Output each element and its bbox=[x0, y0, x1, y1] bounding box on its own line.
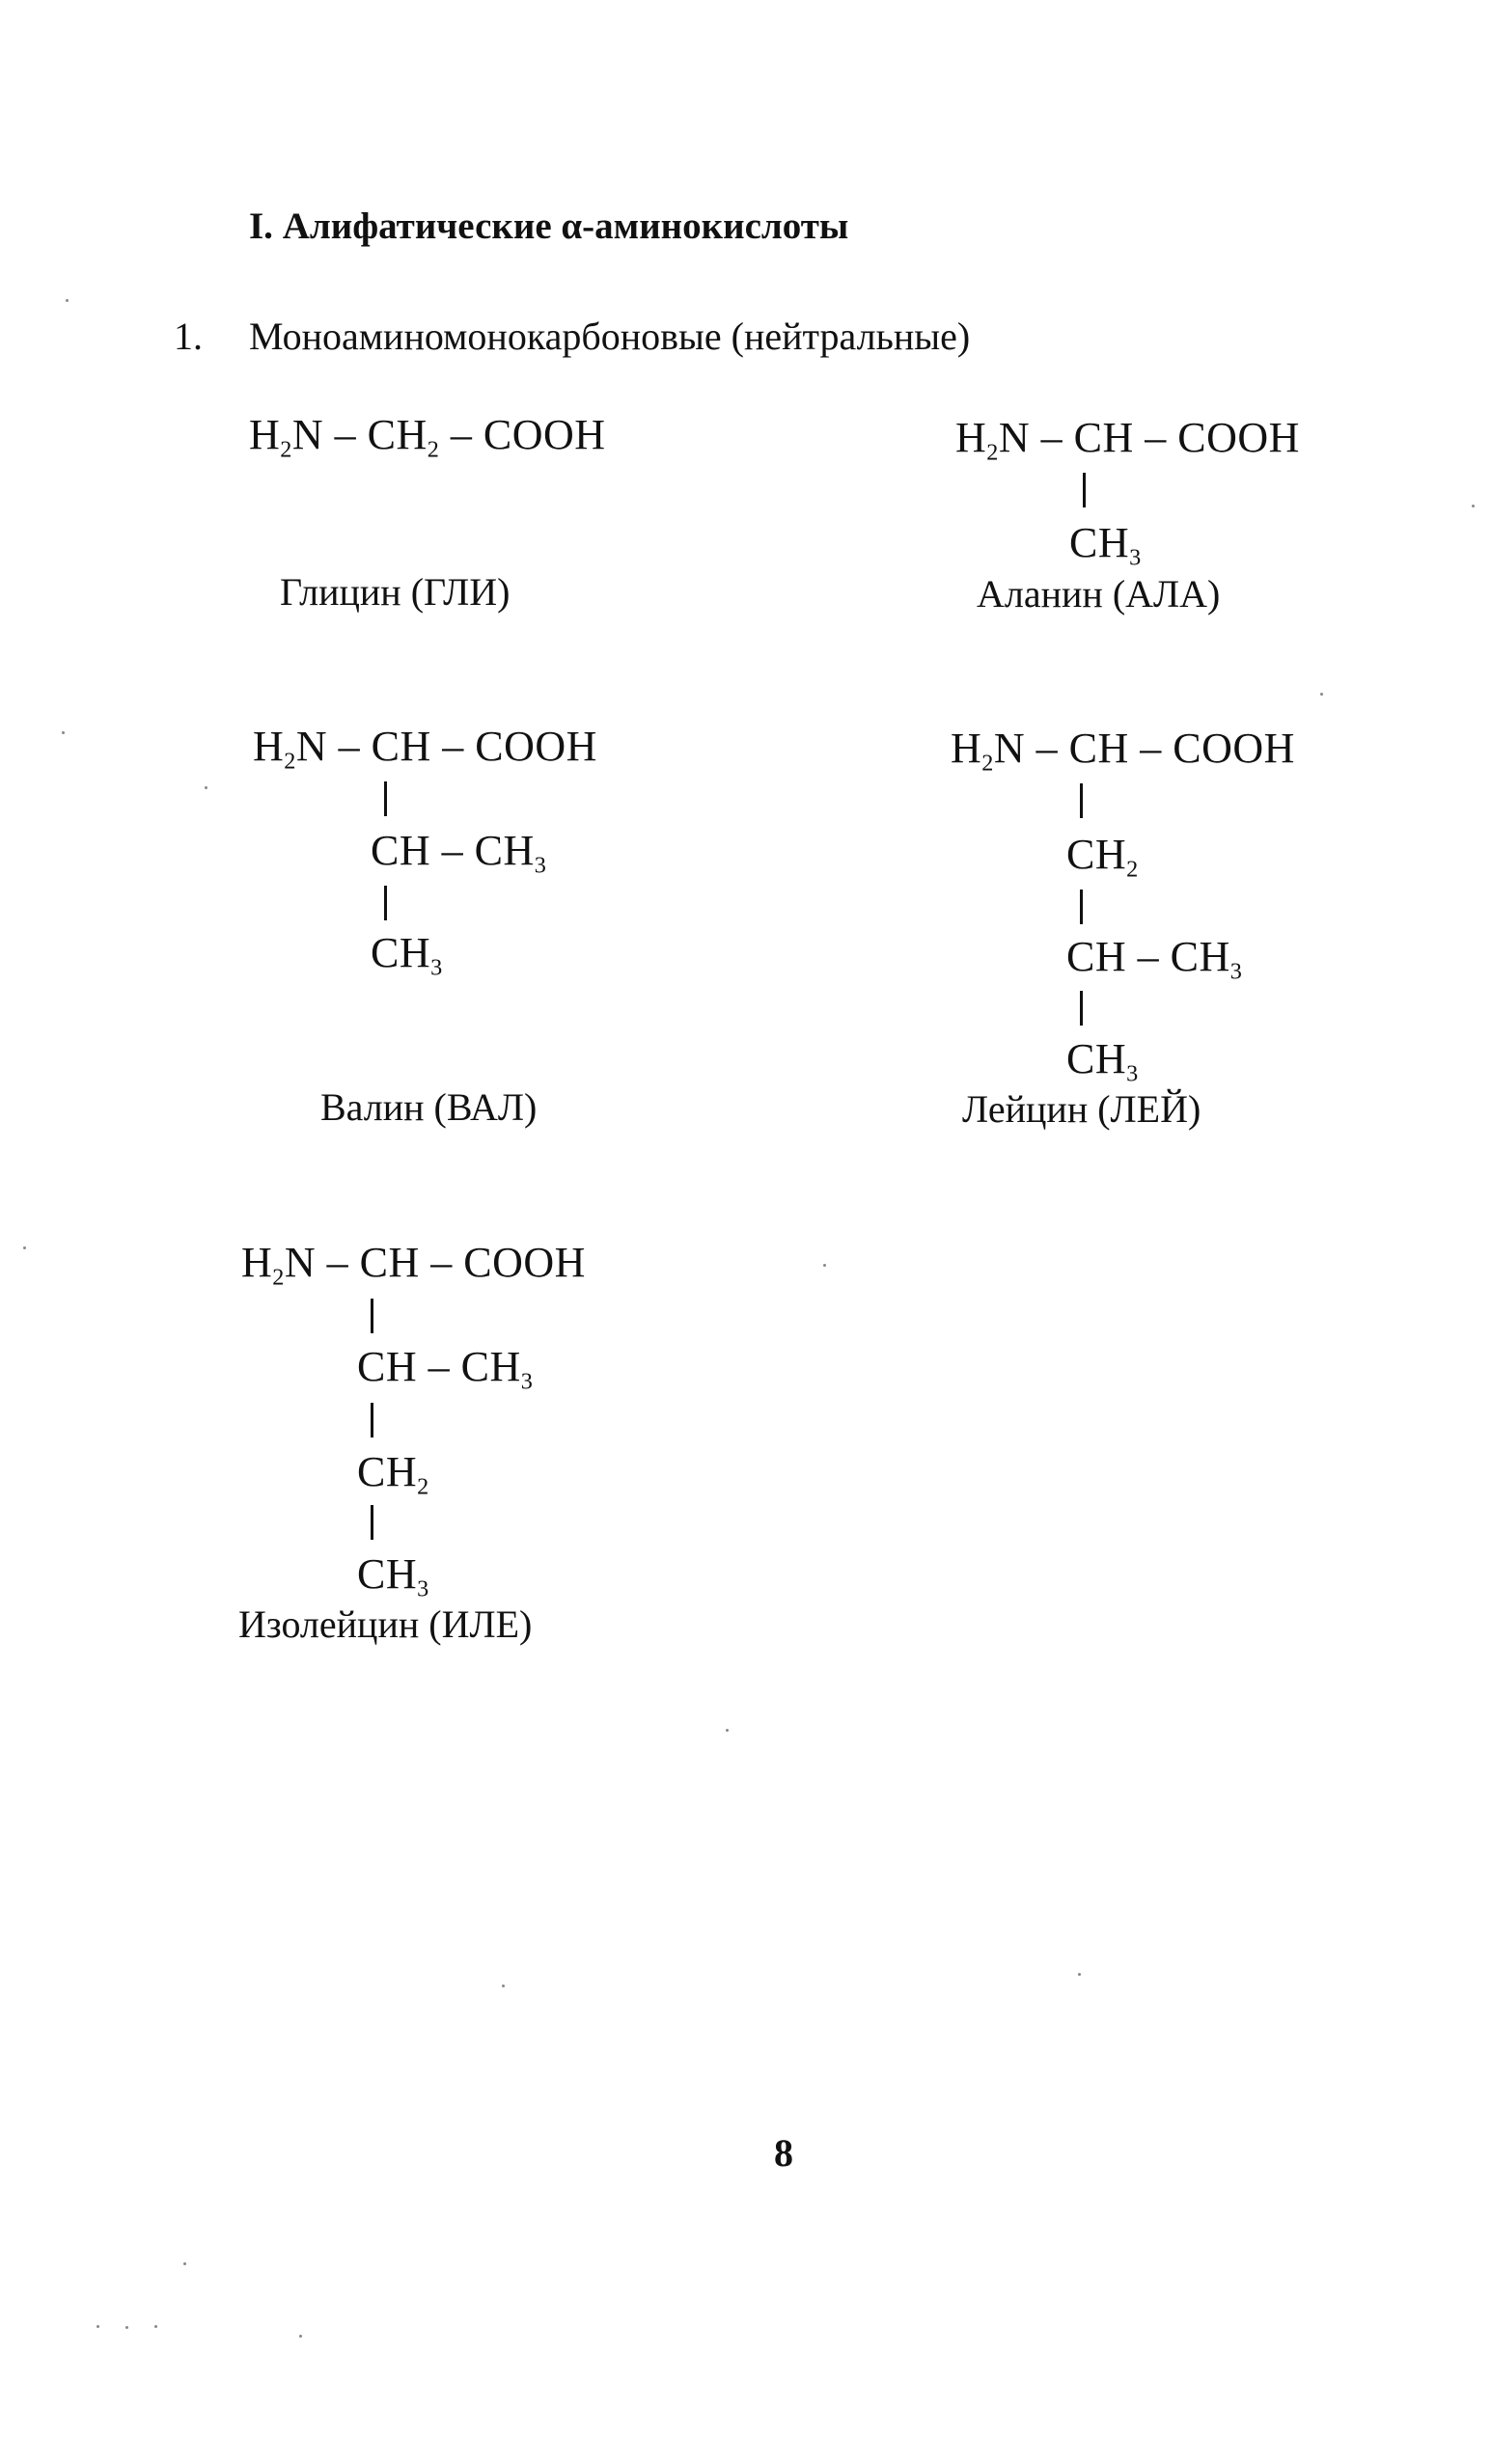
isoleucine-bond-3 bbox=[371, 1505, 373, 1540]
page-number: 8 bbox=[774, 2131, 793, 2175]
alanine-name: Аланин (АЛА) bbox=[977, 572, 1221, 616]
section-number: I. bbox=[249, 205, 273, 247]
leucine-side-1: $CH_2$ bbox=[1066, 831, 1139, 883]
isoleucine-side-2: $CH_2$ bbox=[357, 1448, 429, 1500]
scan-speck bbox=[66, 299, 69, 302]
leucine-bond-1 bbox=[1080, 783, 1083, 818]
valine-formula: $H_2N$ – CH – COOH bbox=[253, 723, 597, 775]
group-title: Моноаминомонокарбоновые (нейтральные) bbox=[249, 315, 971, 358]
scan-speck bbox=[125, 2326, 128, 2329]
group-number: 1. bbox=[174, 315, 203, 358]
scan-speck bbox=[1320, 693, 1323, 696]
valine-bond-1 bbox=[384, 781, 387, 816]
isoleucine-side-3: $CH_3$ bbox=[357, 1550, 429, 1602]
scan-speck bbox=[154, 2325, 157, 2328]
isoleucine-side-1: CH – $CH_3$ bbox=[357, 1343, 534, 1395]
valine-bond-2 bbox=[384, 886, 387, 920]
isoleucine-name: Изолейцин (ИЛЕ) bbox=[238, 1602, 533, 1646]
isoleucine-formula: $H_2N$ – CH – COOH bbox=[241, 1239, 586, 1291]
alanine-bond-1 bbox=[1083, 473, 1086, 507]
alanine-formula: $H_2N$ – CH – COOH bbox=[955, 414, 1300, 466]
scan-speck bbox=[299, 2335, 302, 2338]
scan-speck bbox=[205, 786, 207, 789]
scan-speck bbox=[1472, 505, 1475, 507]
scan-speck bbox=[183, 2262, 186, 2265]
isoleucine-bond-2 bbox=[371, 1403, 373, 1437]
glycine-name: Глицин (ГЛИ) bbox=[280, 570, 511, 614]
scan-speck bbox=[726, 1729, 729, 1732]
scan-speck bbox=[62, 731, 65, 734]
leucine-formula: $H_2N$ – CH – COOH bbox=[951, 725, 1295, 777]
glycine-formula: $H_2N - CH_2$ – COOH bbox=[249, 411, 606, 463]
valine-side-2: $CH_3$ bbox=[371, 929, 443, 981]
scan-speck bbox=[502, 1985, 505, 1987]
scan-speck bbox=[823, 1264, 826, 1267]
leucine-bond-3 bbox=[1080, 991, 1083, 1026]
leucine-bond-2 bbox=[1080, 890, 1083, 924]
scan-speck bbox=[97, 2325, 99, 2328]
isoleucine-bond-1 bbox=[371, 1299, 373, 1333]
leucine-name: Лейцин (ЛЕЙ) bbox=[962, 1087, 1201, 1131]
scan-speck bbox=[23, 1246, 26, 1249]
alanine-side-1: $CH_3$ bbox=[1069, 519, 1142, 571]
leucine-side-3: $CH_3$ bbox=[1066, 1035, 1139, 1087]
leucine-side-2: CH – $CH_3$ bbox=[1066, 933, 1243, 985]
scan-speck bbox=[1078, 1973, 1081, 1976]
valine-side-1: CH – $CH_3$ bbox=[371, 827, 547, 879]
section-title: Алифатические α-аминокислоты bbox=[282, 205, 849, 247]
section-heading bbox=[249, 205, 848, 248]
valine-name: Валин (ВАЛ) bbox=[320, 1085, 538, 1129]
